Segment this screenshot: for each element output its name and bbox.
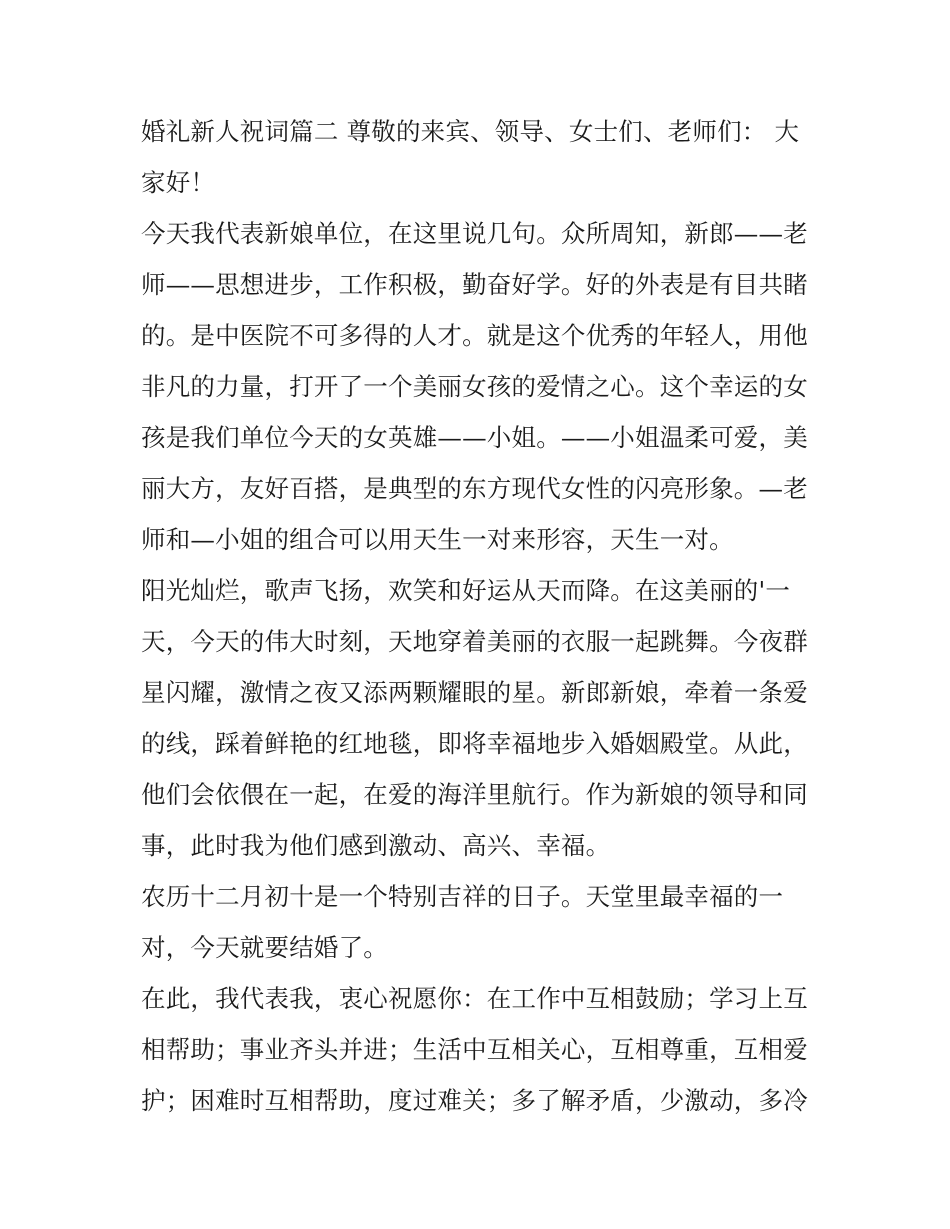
document-body <box>141 106 816 1126</box>
paragraph-celebration: 阳光灿烂，歌声飞扬，欢笑和好运从天而降。在这美丽的'一天，今天的伟大时刻，天地穿着美丽的衣服一起跳舞。今夜群星闪耀，激情之夜又添两颗耀眼的星。新郎新娘，牵着一条爱的线，踩着鲜艳的红地毯，即将幸福地步入婚姻殿堂。从此，他们会依偎在一起，在爱的海洋里航行。作为新娘的领导和同事，此时我为他们感到激动、高兴、幸福。 <box>141 576 808 860</box>
paragraph-auspicious-day: 农历十二月初十是一个特别吉祥的日子。天堂里最幸福的一对，今天就要结婚了。 <box>141 882 784 962</box>
paragraph-title-greeting: 婚礼新人祝词篇二 尊敬的来宾、领导、女士们、老师们： 大家好！ <box>141 117 800 197</box>
paragraph-blessings: 在此，我代表我，衷心祝愿你：在工作中互相鼓励；学习上互相帮助；事业齐头并进；生活中互相关心，互相尊重，互相爱护；困难时互相帮助，度过难关；多了解矛盾，少激动，多冷 <box>141 984 808 1115</box>
paragraph-introduction: 今天我代表新娘单位，在这里说几句。众所周知，新郎——老师——思想进步，工作积极，勤奋好学。好的外表是有目共睹的。是中医院不可多得的人才。就是这个优秀的年轻人，用他非凡的力量，打开了一个美丽女孩的爱情之心。这个幸运的女孩是我们单位今天的女英雄——小姐。——小姐温柔可爱，美丽大方，友好百搭，是典型的东方现代女性的闪亮形象。—老师和—小姐的组合可以用天生一对来形容，天生一对。 <box>141 219 808 554</box>
